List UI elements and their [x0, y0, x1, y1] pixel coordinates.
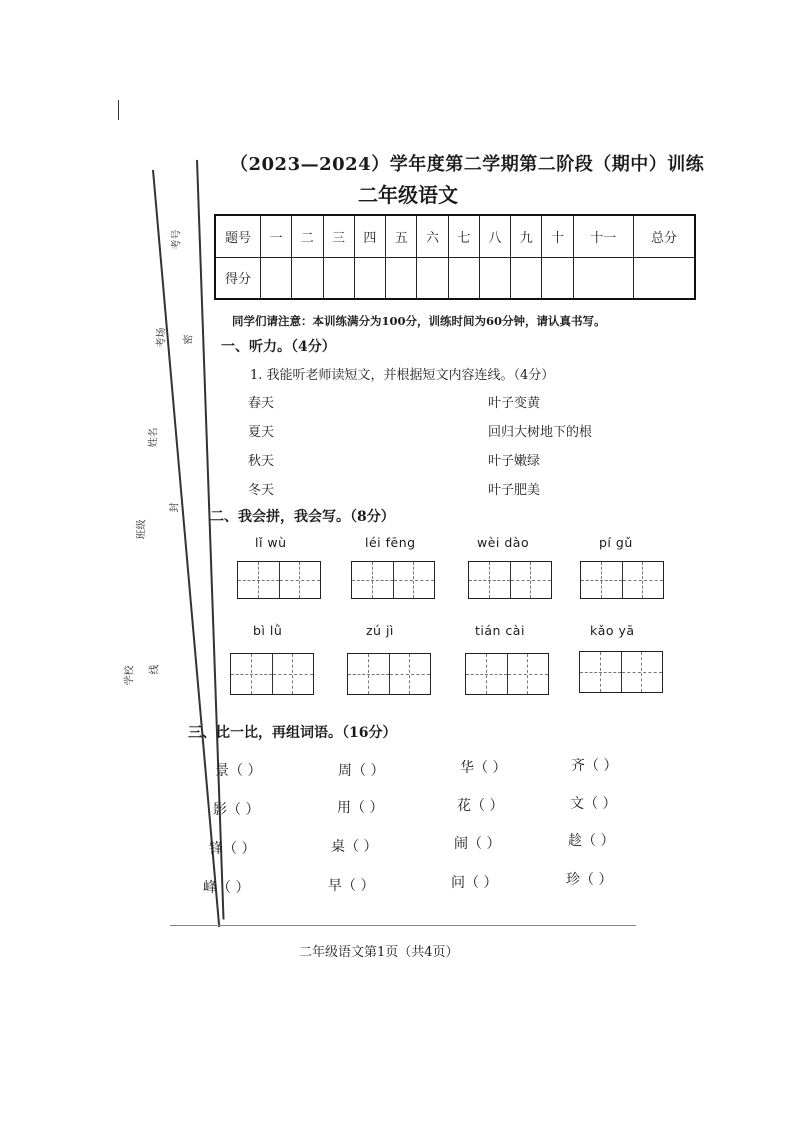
score-row-label: 得分 [215, 257, 261, 299]
word-group-item[interactable]: 花（ ） [457, 798, 504, 814]
tianzige-box[interactable] [351, 561, 435, 599]
pinyin-label: bì lǜ [253, 623, 283, 638]
word-group-item[interactable]: 影（ ） [213, 802, 260, 818]
match-right-item[interactable]: 叶子肥美 [488, 483, 541, 498]
sidebar-mi: 密 [183, 334, 195, 345]
tianzige-box[interactable] [237, 561, 321, 599]
exam-notice: 同学们请注意：本训练满分为100分，训练时间为60分钟，请认真书写。 [232, 314, 606, 328]
score-input-cell[interactable] [292, 257, 323, 299]
word-group-item[interactable]: 齐（ ） [571, 758, 618, 774]
pinyin-label: léi fēng [365, 535, 416, 550]
exam-subject: 二年级语文 [358, 183, 458, 207]
score-header-cell: 七 [448, 215, 479, 257]
word-group-item[interactable]: 问（ ） [451, 875, 498, 891]
score-header-row [215, 215, 695, 257]
match-left-item[interactable]: 夏天 [248, 425, 275, 440]
section2-heading: 二、我会拼，我会写。（8分） [210, 509, 395, 525]
sidebar-xingming: 姓名 [148, 427, 160, 448]
score-input-cell[interactable] [354, 257, 385, 299]
score-input-cell[interactable] [386, 257, 417, 299]
page-footer: 二年级语文第1页（共4页） [299, 945, 459, 960]
pinyin-label: pí gǔ [599, 535, 633, 550]
score-input-cell[interactable] [417, 257, 448, 299]
sidebar-kaohao: 考号 [171, 229, 183, 250]
score-header-cell: 二 [292, 215, 323, 257]
score-input-cell[interactable] [573, 257, 633, 299]
word-group-item[interactable]: 桌（ ） [331, 839, 378, 855]
word-group-item[interactable]: 华（ ） [460, 760, 507, 776]
word-group-item[interactable]: 闹（ ） [454, 836, 501, 852]
word-group-item[interactable]: 趁（ ） [568, 833, 615, 849]
match-left-item[interactable]: 冬天 [248, 483, 275, 498]
sidebar-xian: 线 [149, 664, 161, 675]
score-header-cell: 三 [323, 215, 354, 257]
section1-heading: 一、听力。（4分） [221, 339, 336, 355]
score-header-cell: 十一 [573, 215, 633, 257]
word-group-item[interactable]: 文（ ） [570, 796, 617, 812]
binding-line-outer [118, 100, 119, 120]
tianzige-box[interactable] [468, 561, 552, 599]
score-header-cell: 十 [542, 215, 573, 257]
tianzige-box[interactable] [230, 653, 314, 695]
score-header-cell: 四 [354, 215, 385, 257]
sidebar-xuexiao: 学校 [124, 665, 136, 686]
tianzige-box[interactable] [580, 561, 664, 599]
score-header-cell: 六 [417, 215, 448, 257]
match-right-item[interactable]: 回归大树地下的根 [488, 425, 593, 440]
score-input-cell[interactable] [542, 257, 573, 299]
score-input-cell[interactable] [633, 257, 695, 299]
sidebar-feng: 封 [169, 502, 181, 513]
score-header-cell: 五 [386, 215, 417, 257]
tianzige-box[interactable] [465, 653, 549, 695]
score-header-cell: 一 [261, 215, 292, 257]
sidebar-banji: 班级 [136, 519, 148, 540]
word-group-item[interactable]: 周（ ） [338, 763, 385, 779]
word-group-item[interactable]: 峰（ ） [203, 880, 250, 896]
pinyin-label: zú jì [366, 623, 394, 638]
word-group-item[interactable]: 用（ ） [337, 800, 384, 816]
score-input-cell[interactable] [479, 257, 510, 299]
match-left-item[interactable]: 春天 [248, 396, 275, 411]
pinyin-label: kǎo yā [590, 623, 635, 638]
tianzige-box[interactable] [579, 651, 663, 693]
score-input-cell[interactable] [261, 257, 292, 299]
exam-title: （2023—2024）学年度第二学期第二阶段（期中）训练 [230, 154, 705, 175]
score-table [214, 214, 696, 300]
score-header-cell: 总分 [633, 215, 695, 257]
score-header-cell: 八 [479, 215, 510, 257]
match-left-item[interactable]: 秋天 [248, 454, 275, 469]
section3-heading: 三、比一比，再组词语。（16分） [188, 725, 397, 741]
sidebar-kaochang: 考场 [156, 327, 168, 348]
word-group-item[interactable]: 珍（ ） [566, 872, 613, 888]
match-right-item[interactable]: 叶子变黄 [488, 396, 541, 411]
word-group-item[interactable]: 锋（ ） [209, 841, 256, 857]
score-input-cell[interactable] [323, 257, 354, 299]
score-input-cell[interactable] [511, 257, 542, 299]
pinyin-label: lǐ wù [255, 535, 287, 550]
score-value-row [215, 257, 695, 299]
score-header-cell: 题号 [215, 215, 261, 257]
word-group-item[interactable]: 早（ ） [328, 878, 375, 894]
bottom-divider [170, 925, 636, 926]
section1-question: 1. 我能听老师读短文，并根据短文内容连线。（4分） [250, 368, 555, 383]
word-group-item[interactable]: 景（ ） [215, 763, 262, 779]
match-right-item[interactable]: 叶子嫩绿 [488, 454, 541, 469]
score-input-cell[interactable] [448, 257, 479, 299]
score-header-cell: 九 [511, 215, 542, 257]
pinyin-label: tián cài [475, 623, 525, 638]
tianzige-box[interactable] [347, 653, 431, 695]
pinyin-label: wèi dào [477, 535, 530, 550]
